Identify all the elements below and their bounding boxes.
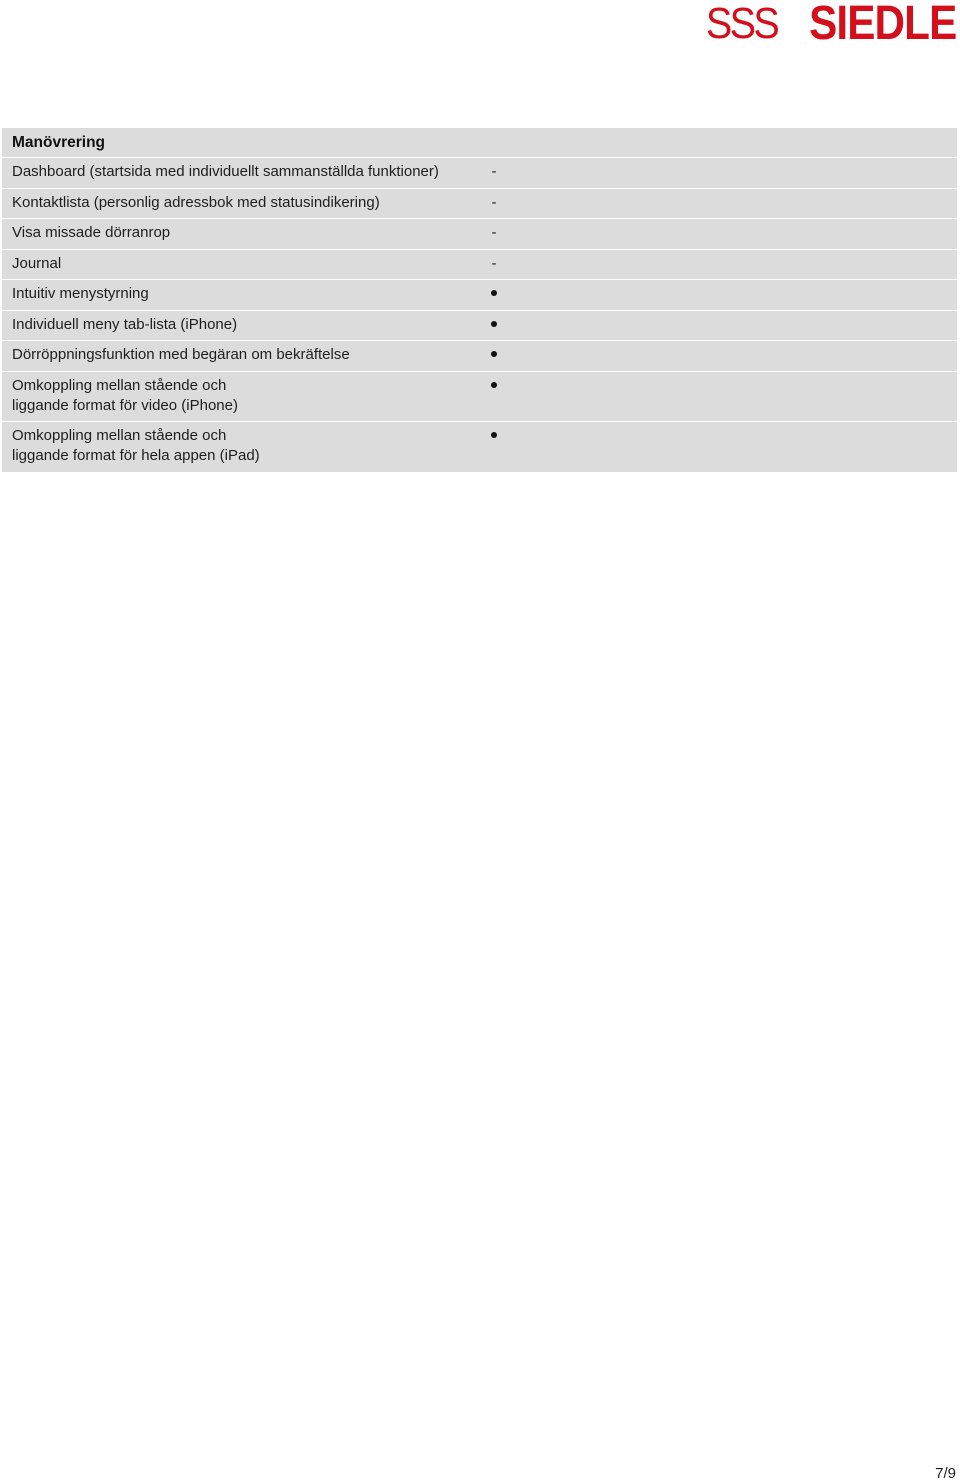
bullet-icon xyxy=(491,321,497,327)
row-label-line: liggande format för video (iPhone) xyxy=(12,396,238,414)
row-label: Dashboard (startsida med individuellt sammanställda funktioner) xyxy=(12,163,439,180)
table-row xyxy=(2,422,957,472)
table-row xyxy=(2,311,957,342)
row-value-bullet xyxy=(484,345,504,365)
row-value-bullet xyxy=(484,315,504,335)
table-row xyxy=(2,341,957,372)
row-value-dash: - xyxy=(491,254,497,272)
row-label: Intuitiv menystyrning xyxy=(12,285,149,302)
row-label: Journal xyxy=(12,254,62,272)
table-row xyxy=(2,189,957,220)
row-value-bullet xyxy=(484,284,504,304)
row-label: Individuell meny tab-lista (iPhone) xyxy=(12,315,238,333)
row-label-line: Omkoppling mellan stående och xyxy=(12,426,227,444)
table-row xyxy=(2,219,957,250)
row-value-dash: - xyxy=(491,163,497,180)
table-row xyxy=(2,250,957,281)
row-label: Dörröppningsfunktion med begäran om bekräftelse xyxy=(12,346,350,363)
bullet-icon xyxy=(491,432,497,438)
siedle-logo-mark: SSS xyxy=(705,0,777,48)
row-value-bullet xyxy=(484,376,504,396)
row-value-bullet xyxy=(484,426,504,446)
row-label-line: liggande format för hela appen (iPad) xyxy=(12,446,260,464)
row-label: Kontaktlista (personlig adressbok med statusindikering) xyxy=(12,193,380,211)
page-number: 7/9 xyxy=(935,1465,956,1482)
table-heading: Manövrering xyxy=(12,134,106,151)
row-label-line: Omkoppling mellan stående och xyxy=(12,376,227,394)
bullet-icon xyxy=(491,351,497,357)
siedle-logo-wordmark: SIEDLE xyxy=(808,0,956,50)
feature-table xyxy=(2,128,957,472)
row-label xyxy=(12,426,482,466)
table-row xyxy=(2,372,957,422)
bullet-icon xyxy=(491,382,497,388)
siedle-logo xyxy=(698,0,956,50)
bullet-icon xyxy=(491,290,497,296)
row-value-dash: - xyxy=(491,193,497,211)
row-label: Visa missade dörranrop xyxy=(12,224,171,241)
row-value-dash: - xyxy=(491,224,497,241)
table-row xyxy=(2,158,957,189)
table-header-row xyxy=(2,128,957,158)
row-label xyxy=(12,376,482,416)
table-row xyxy=(2,280,957,311)
